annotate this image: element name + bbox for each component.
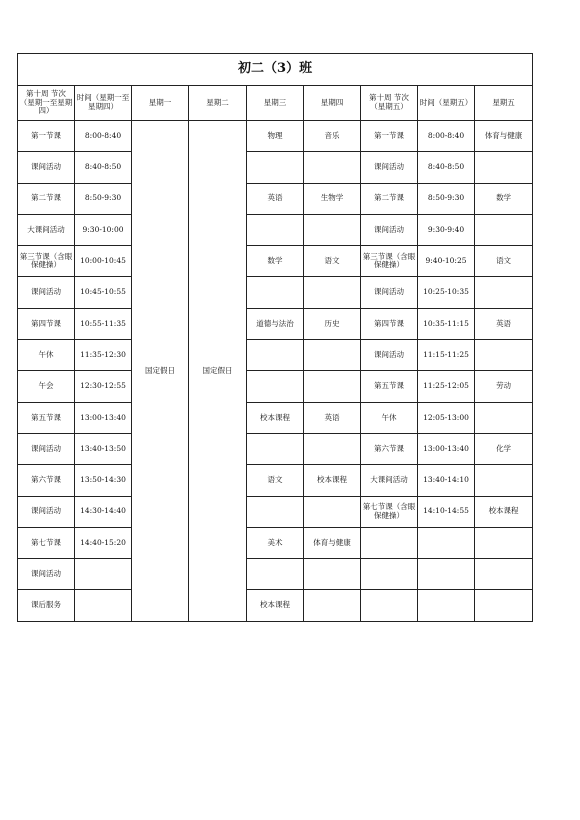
friday-period-cell: 第一节课 (361, 121, 418, 152)
wednesday-cell (247, 559, 304, 590)
header-time-mon-thu: 时间（星期一至星期四） (75, 86, 132, 121)
table-row (18, 496, 533, 527)
time-cell: 14:30-14:40 (75, 496, 132, 527)
friday-period-cell: 第六节课 (361, 433, 418, 464)
header-period-mon-thu: 第十周 节次（星期一至星期四） (18, 86, 75, 121)
period-cell: 第五节课 (18, 402, 75, 433)
table-row (18, 308, 533, 339)
wednesday-cell: 英语 (247, 183, 304, 214)
friday-cell (475, 527, 533, 558)
header-thursday: 星期四 (304, 86, 361, 121)
friday-cell (475, 402, 533, 433)
friday-period-cell: 课间活动 (361, 152, 418, 183)
friday-time-cell: 13:40-14:10 (418, 465, 475, 496)
table-row (18, 183, 533, 214)
friday-cell (475, 559, 533, 590)
thursday-cell (304, 433, 361, 464)
friday-cell (475, 277, 533, 308)
friday-time-cell: 11:15-11:25 (418, 340, 475, 371)
wednesday-cell (247, 371, 304, 402)
friday-cell: 英语 (475, 308, 533, 339)
period-cell: 第一节课 (18, 121, 75, 152)
period-cell: 课间活动 (18, 559, 75, 590)
time-cell: 10:00-10:45 (75, 246, 132, 277)
friday-cell (475, 152, 533, 183)
wednesday-cell: 校本课程 (247, 590, 304, 621)
time-cell (75, 590, 132, 621)
thursday-cell (304, 277, 361, 308)
thursday-cell (304, 214, 361, 245)
friday-time-cell: 9:30-9:40 (418, 214, 475, 245)
table-row (18, 246, 533, 277)
friday-cell: 劳动 (475, 371, 533, 402)
friday-period-cell (361, 559, 418, 590)
header-monday: 星期一 (132, 86, 189, 121)
table-row (18, 340, 533, 371)
header-time-fri: 时间（星期五） (418, 86, 475, 121)
friday-cell (475, 340, 533, 371)
wednesday-cell: 语文 (247, 465, 304, 496)
table-row (18, 402, 533, 433)
period-cell: 课间活动 (18, 277, 75, 308)
friday-time-cell: 14:10-14:55 (418, 496, 475, 527)
tuesday-holiday-cell: 国定假日 (189, 121, 247, 622)
friday-cell: 体育与健康 (475, 121, 533, 152)
header-period-fri: 第十周 节次（星期五） (361, 86, 418, 121)
wednesday-cell: 美术 (247, 527, 304, 558)
friday-time-cell: 12:05-13:00 (418, 402, 475, 433)
period-cell: 第六节课 (18, 465, 75, 496)
thursday-cell (304, 371, 361, 402)
table-row (18, 152, 533, 183)
table-row (18, 277, 533, 308)
friday-time-cell (418, 527, 475, 558)
thursday-cell (304, 152, 361, 183)
wednesday-cell (247, 152, 304, 183)
thursday-cell: 生物学 (304, 183, 361, 214)
period-cell: 午休 (18, 340, 75, 371)
friday-cell: 语文 (475, 246, 533, 277)
friday-period-cell: 课间活动 (361, 340, 418, 371)
thursday-cell (304, 559, 361, 590)
period-cell: 课间活动 (18, 152, 75, 183)
period-cell: 第二节课 (18, 183, 75, 214)
friday-time-cell: 9:40-10:25 (418, 246, 475, 277)
friday-cell (475, 465, 533, 496)
friday-period-cell: 大课间活动 (361, 465, 418, 496)
friday-period-cell: 课间活动 (361, 277, 418, 308)
friday-cell (475, 214, 533, 245)
table-row (18, 527, 533, 558)
thursday-cell: 历史 (304, 308, 361, 339)
friday-time-cell: 8:40-8:50 (418, 152, 475, 183)
thursday-cell: 英语 (304, 402, 361, 433)
friday-cell: 化学 (475, 433, 533, 464)
friday-period-cell: 课间活动 (361, 214, 418, 245)
time-cell: 10:45-10:55 (75, 277, 132, 308)
friday-time-cell: 10:25-10:35 (418, 277, 475, 308)
thursday-cell: 校本课程 (304, 465, 361, 496)
friday-time-cell: 11:25-12:05 (418, 371, 475, 402)
time-cell: 8:50-9:30 (75, 183, 132, 214)
wednesday-cell (247, 496, 304, 527)
monday-holiday-cell: 国定假日 (132, 121, 189, 622)
time-cell: 13:50-14:30 (75, 465, 132, 496)
table-row (18, 121, 533, 152)
wednesday-cell: 数学 (247, 246, 304, 277)
table-row (18, 214, 533, 245)
time-cell: 14:40-15:20 (75, 527, 132, 558)
table-row (18, 433, 533, 464)
time-cell: 9:30-10:00 (75, 214, 132, 245)
wednesday-cell (247, 277, 304, 308)
friday-cell: 校本课程 (475, 496, 533, 527)
friday-period-cell (361, 527, 418, 558)
period-cell: 大课间活动 (18, 214, 75, 245)
thursday-cell (304, 340, 361, 371)
period-cell: 午会 (18, 371, 75, 402)
friday-period-cell: 第七节课（含眼保健操） (361, 496, 418, 527)
class-title: 初二（3）班 (18, 54, 533, 86)
wednesday-cell: 道德与法治 (247, 308, 304, 339)
friday-period-cell (361, 590, 418, 621)
friday-time-cell: 8:50-9:30 (418, 183, 475, 214)
period-cell: 课间活动 (18, 496, 75, 527)
friday-time-cell (418, 590, 475, 621)
friday-period-cell: 第三节课（含眼保健操） (361, 246, 418, 277)
time-cell: 13:00-13:40 (75, 402, 132, 433)
wednesday-cell: 物理 (247, 121, 304, 152)
thursday-cell (304, 590, 361, 621)
period-cell: 第七节课 (18, 527, 75, 558)
wednesday-cell (247, 340, 304, 371)
table-row (18, 590, 533, 621)
time-cell: 13:40-13:50 (75, 433, 132, 464)
thursday-cell (304, 496, 361, 527)
friday-time-cell: 13:00-13:40 (418, 433, 475, 464)
wednesday-cell (247, 214, 304, 245)
time-cell: 10:55-11:35 (75, 308, 132, 339)
friday-time-cell: 8:00-8:40 (418, 121, 475, 152)
friday-cell: 数学 (475, 183, 533, 214)
thursday-cell: 体育与健康 (304, 527, 361, 558)
table-row (18, 559, 533, 590)
wednesday-cell: 校本课程 (247, 402, 304, 433)
header-tuesday: 星期二 (189, 86, 247, 121)
period-cell: 课间活动 (18, 433, 75, 464)
wednesday-cell (247, 433, 304, 464)
time-cell: 8:00-8:40 (75, 121, 132, 152)
friday-period-cell: 午休 (361, 402, 418, 433)
table-row (18, 465, 533, 496)
time-cell: 12:30-12:55 (75, 371, 132, 402)
friday-time-cell: 10:35-11:15 (418, 308, 475, 339)
friday-cell (475, 590, 533, 621)
period-cell: 课后服务 (18, 590, 75, 621)
time-cell: 8:40-8:50 (75, 152, 132, 183)
friday-time-cell (418, 559, 475, 590)
time-cell (75, 559, 132, 590)
period-cell: 第三节课（含眼保健操） (18, 246, 75, 277)
thursday-cell: 语文 (304, 246, 361, 277)
friday-period-cell: 第二节课 (361, 183, 418, 214)
period-cell: 第四节课 (18, 308, 75, 339)
header-friday: 星期五 (475, 86, 533, 121)
table-row (18, 371, 533, 402)
header-wednesday: 星期三 (247, 86, 304, 121)
thursday-cell: 音乐 (304, 121, 361, 152)
friday-period-cell: 第四节课 (361, 308, 418, 339)
friday-period-cell: 第五节课 (361, 371, 418, 402)
timetable (17, 53, 533, 622)
time-cell: 11:35-12:30 (75, 340, 132, 371)
